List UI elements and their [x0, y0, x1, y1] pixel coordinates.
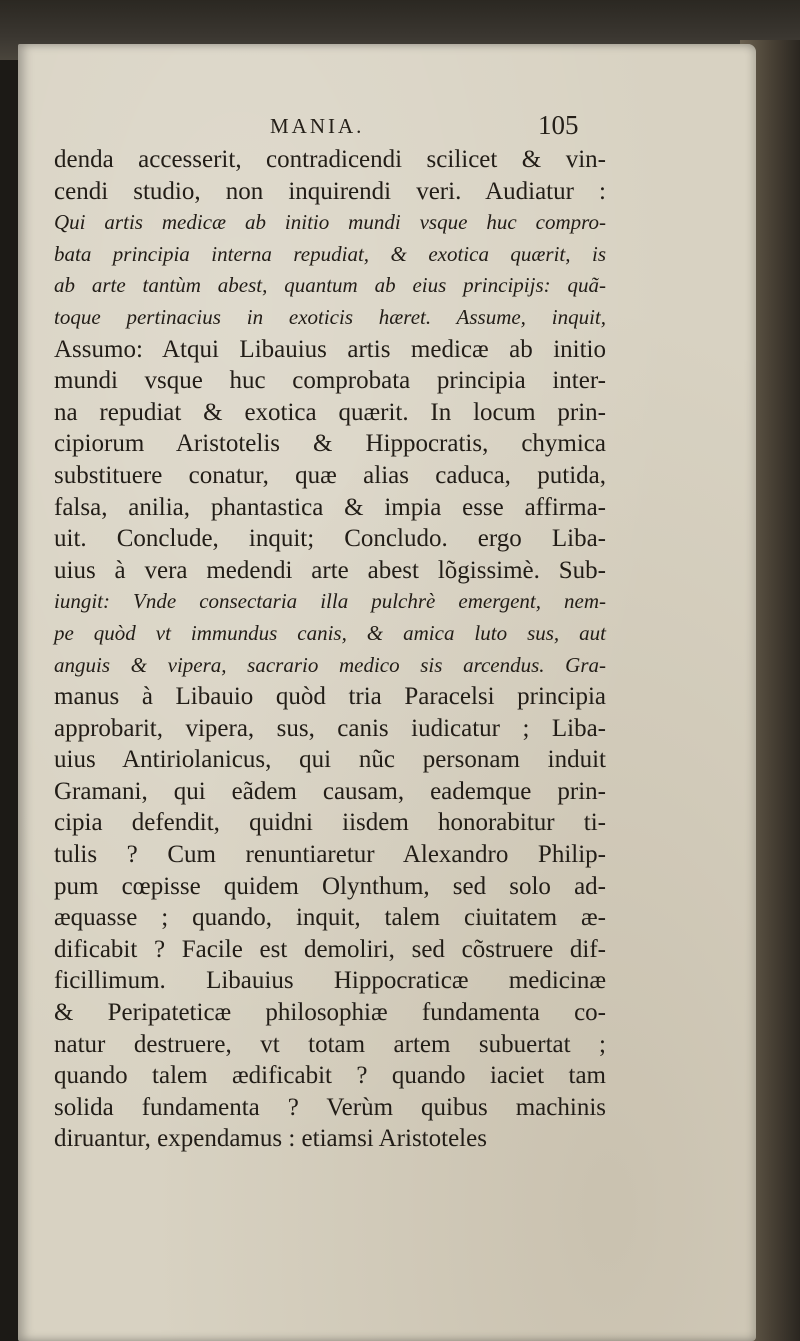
text-line: pum cœpisse quidem Olynthum, sed solo ad- — [54, 872, 606, 900]
running-head-title: MANIA. — [270, 114, 365, 138]
text-line: cipia defendit, quidni iisdem honorabitur ti- — [54, 809, 606, 837]
text-line: æquasse ; quando, inquit, talem ciuitatem æ- — [54, 904, 606, 932]
text-line-quote: iungit: Vnde consectaria illa pulchrè emergent, nem- — [54, 589, 606, 614]
text-line: Gramani, qui eãdem causam, eademque prin- — [54, 777, 606, 805]
text-line: approbarit, vipera, sus, canis iudicatur ; Liba- — [54, 714, 606, 742]
text-line: quando talem ædificabit ? quando iaciet tam — [54, 1062, 606, 1090]
text-line: solida fundamenta ? Verùm quibus machinis — [54, 1093, 606, 1121]
text-line: cendi studio, non inquirendi veri. Audiatur : — [54, 177, 606, 205]
text-line: substituere conatur, quæ alias caduca, putida, — [54, 461, 606, 489]
text-line: mundi vsque huc comprobata principia inter- — [54, 367, 606, 395]
text-line-quote: Qui artis medicæ ab initio mundi vsque huc compro- — [54, 210, 606, 235]
text-line: Assumo: Atqui Libauius artis medicæ ab initio — [54, 335, 606, 363]
text-line-quote: bata principia interna repudiat, & exotica quærit, is — [54, 241, 606, 266]
page-number: 105 — [538, 110, 579, 140]
text-line-quote: ab arte tantùm abest, quantum ab eius principijs: quã- — [54, 273, 606, 298]
text-line: na repudiat & exotica quærit. In locum prin- — [54, 398, 606, 426]
text-line: cipiorum Aristotelis & Hippocratis, chymica — [54, 430, 606, 458]
text-line: dificabit ? Facile est demoliri, sed cõstruere dif- — [54, 935, 606, 963]
text-line: ficillimum. Libauius Hippocraticæ medicinæ — [54, 967, 606, 995]
text-line: falsa, anilia, phantastica & impia esse affirma- — [54, 493, 606, 521]
text-line: natur destruere, vt totam artem subuertat ; — [54, 1030, 606, 1058]
text-line-quote: pe quòd vt immundus canis, & amica luto sus, aut — [54, 620, 606, 645]
text-line: denda accesserit, contradicendi scilicet & vin- — [54, 146, 606, 173]
body-text — [54, 144, 606, 1155]
text-line-quote: anguis & vipera, sacrario medico sis arcendus. Gra- — [54, 652, 606, 677]
text-line: diruantur, expendamus : etiamsi Aristoteles — [54, 1125, 487, 1153]
text-line: uit. Conclude, inquit; Concludo. ergo Liba- — [54, 525, 606, 553]
text-line: & Peripateticæ philosophiæ fundamenta co- — [54, 999, 606, 1027]
text-line: uius Antiriolanicus, qui nũc personam induit — [54, 746, 606, 774]
text-line: uius à vera medendi arte abest lõgissimè. Sub- — [54, 556, 606, 584]
text-line: tulis ? Cum renuntiaretur Alexandro Philip- — [54, 841, 606, 869]
text-line-quote: toque pertinacius in exoticis hæret. Assume, inquit, — [54, 304, 606, 329]
text-line: manus à Libauio quòd tria Paracelsi principia — [54, 683, 606, 711]
